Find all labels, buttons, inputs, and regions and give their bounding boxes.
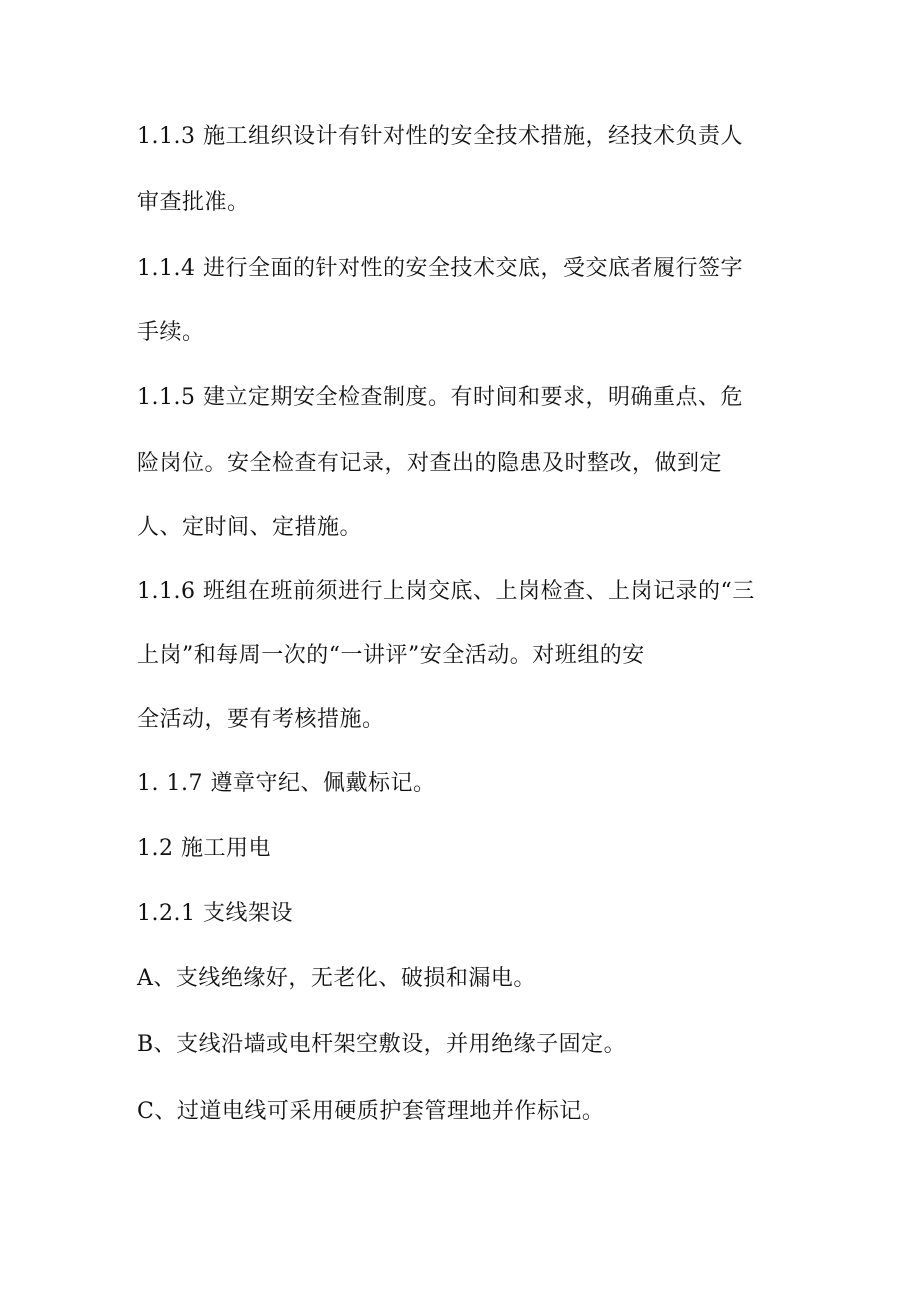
text-line-1-1-3: 1.1.3 施工组织设计有针对性的安全技术措施，经技术负责人 xyxy=(137,124,743,149)
text-line-1-1-3-cont: 审查批准。 xyxy=(137,190,250,215)
text-line-1-1-5-cont-2: 人、定时间、定措施。 xyxy=(137,515,363,540)
list-item-c: C、过道电线可采用硬质护套管理地并作标记。 xyxy=(137,1099,605,1124)
heading-1-2-1: 1.2.1 支线架设 xyxy=(137,901,293,926)
text-line-1-1-6-cont-2: 全活动，要有考核措施。 xyxy=(137,707,385,732)
list-item-b: B、支线沿墙或电杆架空敷设，并用绝缘子固定。 xyxy=(137,1032,627,1057)
text-line-1-1-5-cont-1: 险岗位。安全检查有记录，对查出的隐患及时整改，做到定 xyxy=(137,451,723,476)
list-item-a: A、支线绝缘好，无老化、破损和漏电。 xyxy=(137,966,536,991)
text-line-1-1-4: 1.1.4 进行全面的针对性的安全技术交底，受交底者履行签字 xyxy=(137,256,743,281)
text-line-1-1-5: 1.1.5 建立定期安全检查制度。有时间和要求，明确重点、危 xyxy=(137,385,743,410)
text-line-1-1-7: 1. 1.7 遵章守纪、佩戴标记。 xyxy=(137,771,436,796)
text-line-1-1-6: 1.1.6 班组在班前须进行上岗交底、上岗检查、上岗记录的“三 xyxy=(137,579,755,604)
text-line-1-1-6-cont-1: 上岗”和每周一次的“一讲评”安全活动。对班组的安 xyxy=(137,643,645,668)
heading-1-2: 1.2 施工用电 xyxy=(137,836,271,861)
text-line-1-1-4-cont: 手续。 xyxy=(137,320,205,345)
